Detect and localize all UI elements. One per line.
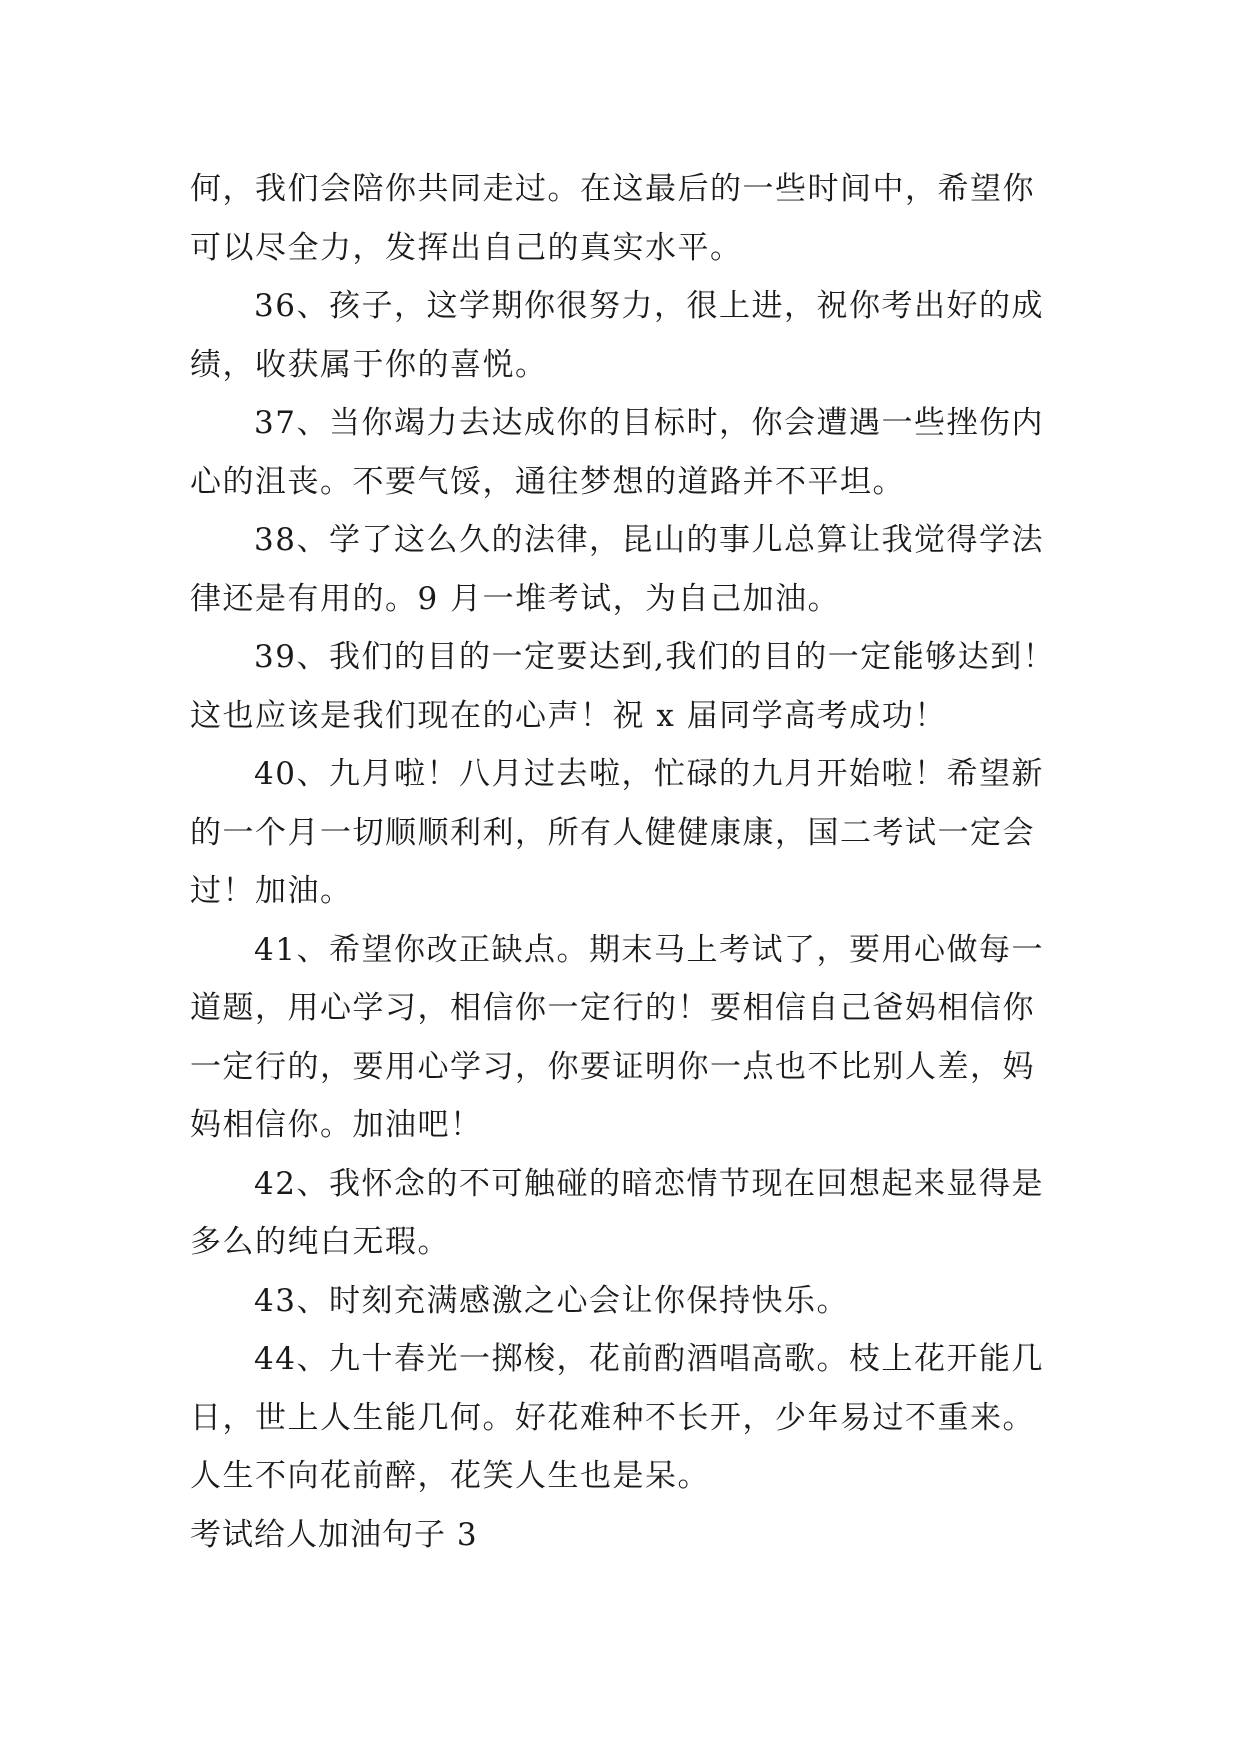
paragraph-40 (190, 745, 1060, 921)
text-line: 可以尽全力，发挥出自己的真实水平。 (190, 229, 743, 266)
text-line: 一定行的，要用心学习，你要证明你一点也不比别人差，妈 (190, 1048, 1035, 1085)
text-line: 37、当你竭力去达成你的目标时，你会遭遇一些挫伤内 (254, 405, 1044, 441)
section-heading: 考试给人加油句子 3 (190, 1516, 478, 1553)
text-line: 的一个月一切顺顺利利，所有人健健康康，国二考试一定会 (190, 814, 1035, 851)
text-line: 妈相信你。加油吧！ (190, 1107, 483, 1143)
text-line: 39、我们的目的一定要达到,我们的目的一定能够达到！ (254, 639, 1056, 675)
text-line: 何，我们会陪你共同走过。在这最后的一些时间中，希望你 (190, 171, 1035, 207)
text-line: 40、九月啦！八月过去啦，忙碌的九月开始啦！希望新 (254, 756, 1044, 792)
text-line: 道题，用心学习，相信你一定行的！要相信自己爸妈相信你 (190, 990, 1035, 1026)
paragraph-42 (190, 1155, 1060, 1272)
text-line: 41、希望你改正缺点。期末马上考试了，要用心做每一 (254, 931, 1044, 968)
paragraph-39 (190, 628, 1060, 745)
text-line: 43、时刻充满感激之心会让你保持快乐。 (254, 1282, 849, 1319)
document-body (190, 160, 1060, 1564)
paragraph-36 (190, 277, 1060, 394)
text-line: 人生不向花前醉，花笑人生也是呆。 (190, 1458, 710, 1494)
paragraph-43 (190, 1272, 1060, 1331)
text-line: 38、学了这么久的法律，昆山的事儿总算让我觉得学法 (254, 522, 1044, 558)
text-line: 多么的纯白无瑕。 (190, 1224, 450, 1260)
text-line: 心的沮丧。不要气馁，通往梦想的道路并不平坦。 (190, 463, 905, 500)
text-line: 日，世上人生能几何。好花难种不长开，少年易过不重来。 (190, 1399, 1035, 1436)
text-line: 律还是有用的。9 月一堆考试，为自己加油。 (190, 580, 841, 617)
paragraph-38 (190, 511, 1060, 628)
text-line: 绩，收获属于你的喜悦。 (190, 346, 548, 383)
paragraph-44 (190, 1330, 1060, 1506)
text-line: 这也应该是我们现在的心声！祝 x 届同学高考成功！ (190, 697, 947, 734)
paragraph-37 (190, 394, 1060, 511)
text-line: 过！加油。 (190, 873, 353, 909)
paragraph-continuation (190, 160, 1060, 277)
text-line: 44、九十春光一掷梭，花前酌酒唱高歌。枝上花开能几 (254, 1341, 1044, 1377)
text-line: 36、孩子，这学期你很努力，很上进，祝你考出好的成 (254, 288, 1044, 324)
text-line: 42、我怀念的不可触碰的暗恋情节现在回想起来显得是 (254, 1165, 1044, 1202)
paragraph-41 (190, 921, 1060, 1155)
